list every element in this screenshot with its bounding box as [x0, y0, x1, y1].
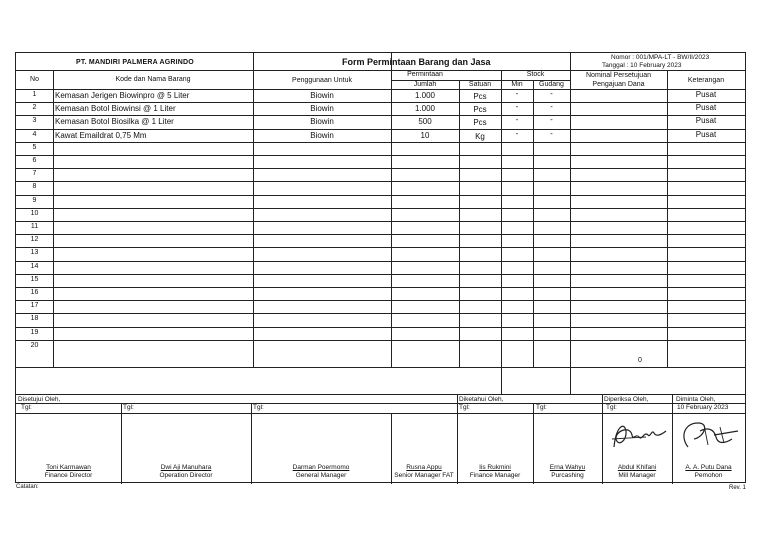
col-min: Min	[511, 81, 523, 88]
row-number: 15	[30, 275, 39, 283]
signature-mill-manager	[606, 417, 672, 453]
item-quantity: 500	[418, 117, 432, 127]
row-number: 10	[30, 209, 39, 217]
item-quantity: 1.000	[414, 104, 436, 114]
checked-by-label: Diperiksa Oleh,	[604, 396, 649, 403]
date-label-3: Tgl:	[253, 404, 264, 411]
row-number: 17	[30, 302, 39, 310]
item-stock-min: -	[515, 115, 519, 125]
date-label-1: Tgl:	[21, 404, 32, 411]
col-stock: Stock	[526, 71, 545, 78]
col-no: No	[30, 76, 39, 83]
date-label-6: Tgl:	[606, 404, 617, 411]
item-remarks: Pusat	[695, 103, 717, 113]
row-number: 19	[30, 328, 39, 336]
signer-name: Abdul Khifani	[617, 464, 657, 471]
item-remarks: Pusat	[695, 116, 717, 126]
col-approval-amount-1: Nominal Persetujuan	[586, 72, 651, 79]
row-number: 8	[32, 183, 37, 191]
signature-requester	[674, 417, 744, 453]
signer-position: Senior Manager FAT	[394, 472, 454, 479]
item-stock-min: -	[515, 89, 519, 98]
item-usage: Biowin	[310, 130, 334, 140]
signer-position: Finance Manager	[469, 472, 521, 479]
approved-by-label: Disetujui Oleh,	[18, 396, 61, 403]
request-form	[15, 52, 746, 483]
item-quantity: 10	[420, 130, 430, 140]
item-unit: Pcs	[473, 118, 487, 128]
col-unit: Satuan	[468, 81, 492, 88]
col-remarks: Keterangan	[687, 77, 725, 84]
signer-name: Darman Poermomo	[292, 464, 350, 471]
item-name: Kemasan Botol Biowinsi @ 1 Liter	[55, 104, 176, 114]
row-number: 11	[30, 223, 39, 230]
item-usage: Biowin	[310, 117, 334, 127]
row-number: 13	[30, 249, 39, 257]
row-number: 5	[32, 143, 37, 151]
col-quantity: Jumlah	[413, 81, 437, 88]
row-number: 20	[30, 341, 39, 349]
row-number: 1	[32, 91, 37, 98]
row-number: 14	[30, 262, 39, 270]
date-label-2: Tgl:	[123, 404, 134, 411]
item-stock-warehouse: -	[550, 115, 553, 125]
requested-date: 10 February 2023	[677, 404, 729, 411]
acknowledged-by-label: Diketahui Oleh,	[459, 396, 504, 403]
item-usage: Biowin	[310, 104, 334, 114]
signer-name: Rusna Appu	[406, 464, 442, 471]
item-name: Kawat Emaildrat 0,75 Mm	[55, 130, 147, 140]
date-label-5: Tgl:	[536, 404, 547, 411]
row-number: 7	[32, 170, 37, 178]
item-stock-min: -	[515, 128, 519, 138]
item-name: Kemasan Jerigen Biowinpro @ 5 Liter	[55, 91, 190, 100]
row-number: 6	[32, 157, 37, 164]
company-name: PT. MANDIRI PALMERA AGRINDO	[76, 59, 194, 66]
notes-label: Catatan:	[16, 484, 39, 490]
signer-position: General Manager	[295, 472, 347, 479]
item-remarks: Pusat	[695, 129, 717, 139]
item-stock-warehouse: -	[550, 89, 553, 98]
signer-name: Erna Wahyu	[549, 464, 586, 471]
item-stock-warehouse: -	[550, 128, 553, 138]
signer-name: Toni Karmawan	[46, 464, 91, 471]
item-unit: Kg	[475, 131, 485, 141]
signer-name: A. A. Putu Dana	[685, 464, 732, 471]
date-label-4: Tgl:	[459, 404, 470, 411]
total-amount: 0	[638, 357, 642, 364]
revision-label: Rev. 1	[729, 485, 746, 491]
item-unit: Pcs	[473, 105, 487, 115]
signer-position: Finance Director	[44, 472, 93, 479]
document-date: Tanggal : 10 February 2023	[602, 62, 682, 69]
col-usage: Penggunaan Untuk	[292, 77, 352, 84]
signer-name: Dwi Aji Manuhara	[160, 464, 212, 471]
signer-position: Pemohon	[694, 472, 723, 479]
row-number: 4	[32, 130, 37, 138]
form-title: Form Permintaan Barang dan Jasa	[342, 57, 491, 67]
row-number: 3	[32, 117, 37, 125]
requested-by-label: Diminta Oleh,	[676, 396, 716, 403]
item-remarks: Pusat	[695, 90, 717, 99]
item-quantity: 1.000	[414, 91, 436, 100]
item-name: Kemasan Botol Biosilka @ 1 Liter	[55, 117, 174, 127]
col-request: Permintaan	[407, 71, 443, 78]
col-warehouse: Gudang	[539, 81, 564, 88]
row-number: 2	[32, 104, 37, 112]
signer-position: Purcashing	[551, 472, 584, 479]
signer-position: Operation Director	[159, 472, 213, 479]
document-number: Nomor : 001/MPA-LT - BW/II/2023	[611, 54, 710, 61]
row-number: 12	[30, 236, 39, 244]
item-stock-warehouse: -	[550, 102, 553, 112]
signer-name: Iis Rukmini	[479, 464, 511, 471]
item-usage: Biowin	[310, 91, 334, 100]
row-number: 16	[30, 289, 39, 296]
col-item: Kode dan Nama Barang	[115, 76, 191, 83]
row-number: 9	[32, 196, 37, 204]
col-approval-amount-2: Pengajuan Dana	[592, 81, 645, 88]
signer-position: Mill Manager	[618, 472, 656, 479]
row-number: 18	[30, 315, 39, 323]
item-stock-min: -	[515, 102, 519, 112]
item-unit: Pcs	[473, 92, 487, 101]
